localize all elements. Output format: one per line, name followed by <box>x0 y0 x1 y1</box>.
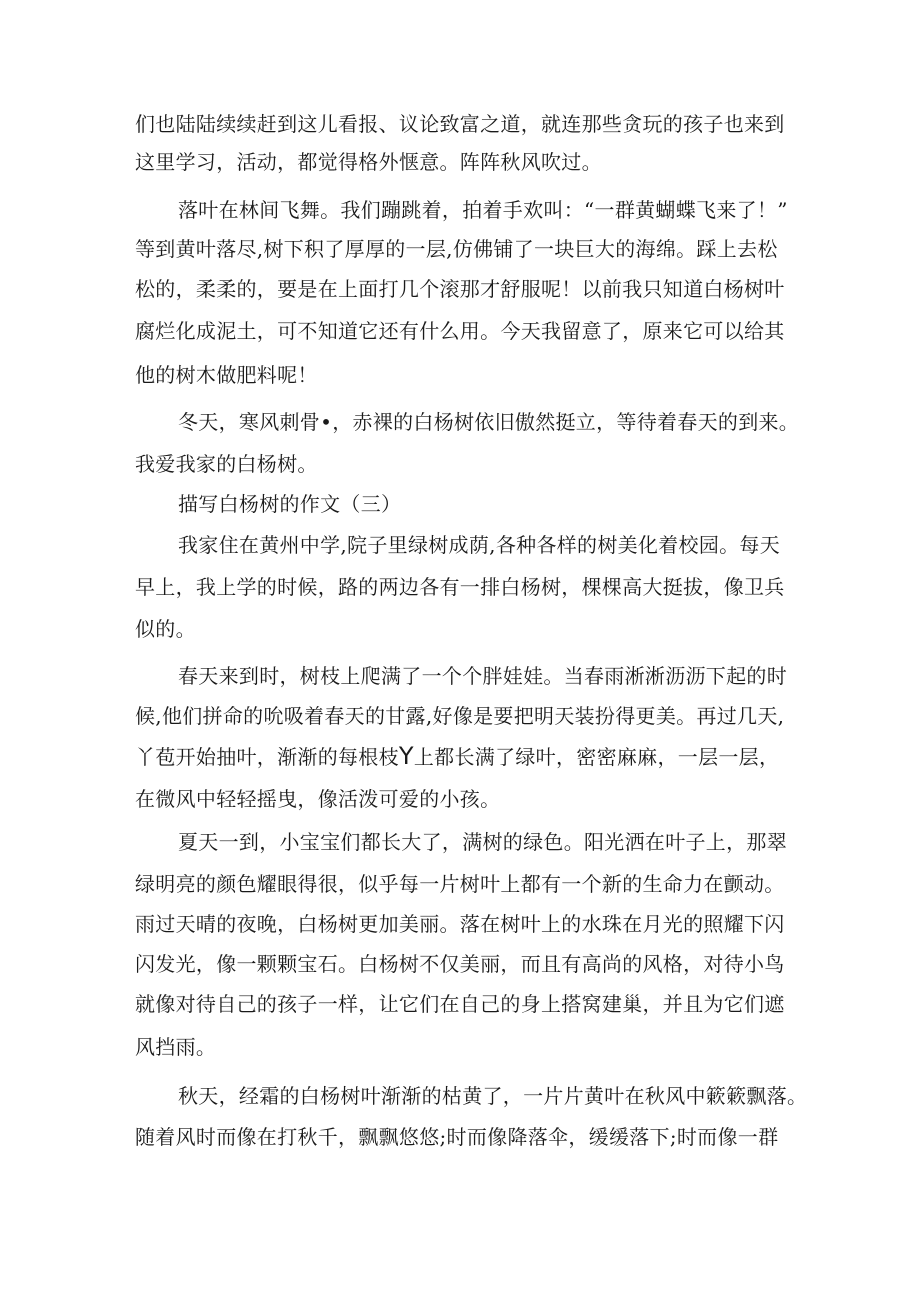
text-line: 就像对待自己的孩子一样，让它们在自己的身上搭窝建巢，并且为它们遮 <box>135 992 785 1016</box>
text-line: 冬天，寒风刺骨•，赤裸的白杨树依旧傲然挺立，等待着春天的到来。 <box>178 410 800 434</box>
text-line: 我家住在黄州中学,院子里绿树成荫,各种各样的树美化着校园。每天 <box>178 533 781 557</box>
text-line: 夏天一到，小宝宝们都长大了，满树的绿色。阳光洒在叶子上，那翠 <box>178 830 787 854</box>
text-line: 秋天，经霜的白杨树叶渐渐的枯黄了，一片片黄叶在秋风中簌簌飘落。 <box>178 1084 808 1108</box>
text-line: 春天来到时，树枝上爬满了一个个胖娃娃。当春雨淅淅沥沥下起的时 <box>178 664 787 688</box>
text-line: 松的，柔柔的，要是在上面打几个滚那才舒服呢！以前我只知道白杨树叶 <box>135 277 785 301</box>
text-line: 我爱我家的白杨树。 <box>135 452 318 476</box>
text-line: 雨过天晴的夜晚，白杨树更加美丽。落在树叶上的水珠在月光的照耀下闪 <box>135 912 785 936</box>
text-line: 闪发光，像一颗颗宝石。白杨树不仅美丽，而且有高尚的风格，对待小鸟 <box>135 952 785 976</box>
text-line <box>135 742 795 771</box>
text-line: 这里学习，活动，都觉得格外惬意。阵阵秋风吹过。 <box>135 150 602 174</box>
text-line: 似的。 <box>135 617 196 641</box>
text-line: 绿明亮的颜色耀眼得很，似乎每一片树叶上都有一个新的生命力在颤动。 <box>135 872 785 896</box>
text-line: 腐烂化成泥土，可不知道它还有什么用。今天我留意了，原来它可以给其 <box>135 319 785 343</box>
text-line: 风挡雨。 <box>135 1035 217 1059</box>
text-line: 们也陆陆续续赶到这儿看报、议论致富之道，就连那些贪玩的孩子也来到 <box>135 112 785 136</box>
text-line: 候,他们拼命的吮吸着春天的甘露,好像是要把明天装扮得更美。再过几天, <box>135 704 785 728</box>
text-line: 随着风时而像在打秋千，飘飘悠悠;时而像降落伞，缓缓落下;时而像一群 <box>135 1125 779 1149</box>
text-segment: 丫苞开始抽叶，渐渐的每根枝 <box>135 745 399 769</box>
section-heading: 描写白杨树的作文（三） <box>178 492 402 516</box>
text-segment: 上都长满了绿叶，密密麻麻，一层一层， <box>413 745 780 769</box>
text-line: 他的树木做肥料呢！ <box>135 363 318 387</box>
text-line: 等到黄叶落尽,树下积了厚厚的一层,仿佛铺了一块巨大的海绵。踩上去松 <box>135 237 778 261</box>
text-line: 早上，我上学的时候，路的两边各有一排白杨树，棵棵高大挺拔，像卫兵 <box>135 575 785 599</box>
text-segment: Y <box>398 742 414 770</box>
text-line: 落叶在林间飞舞。我们蹦跳着，拍着手欢叫：“一群黄蝴蝶飞来了！” <box>178 198 788 222</box>
text-line: 在微风中轻轻摇曳，像活泼可爱的小孩。 <box>135 787 501 811</box>
